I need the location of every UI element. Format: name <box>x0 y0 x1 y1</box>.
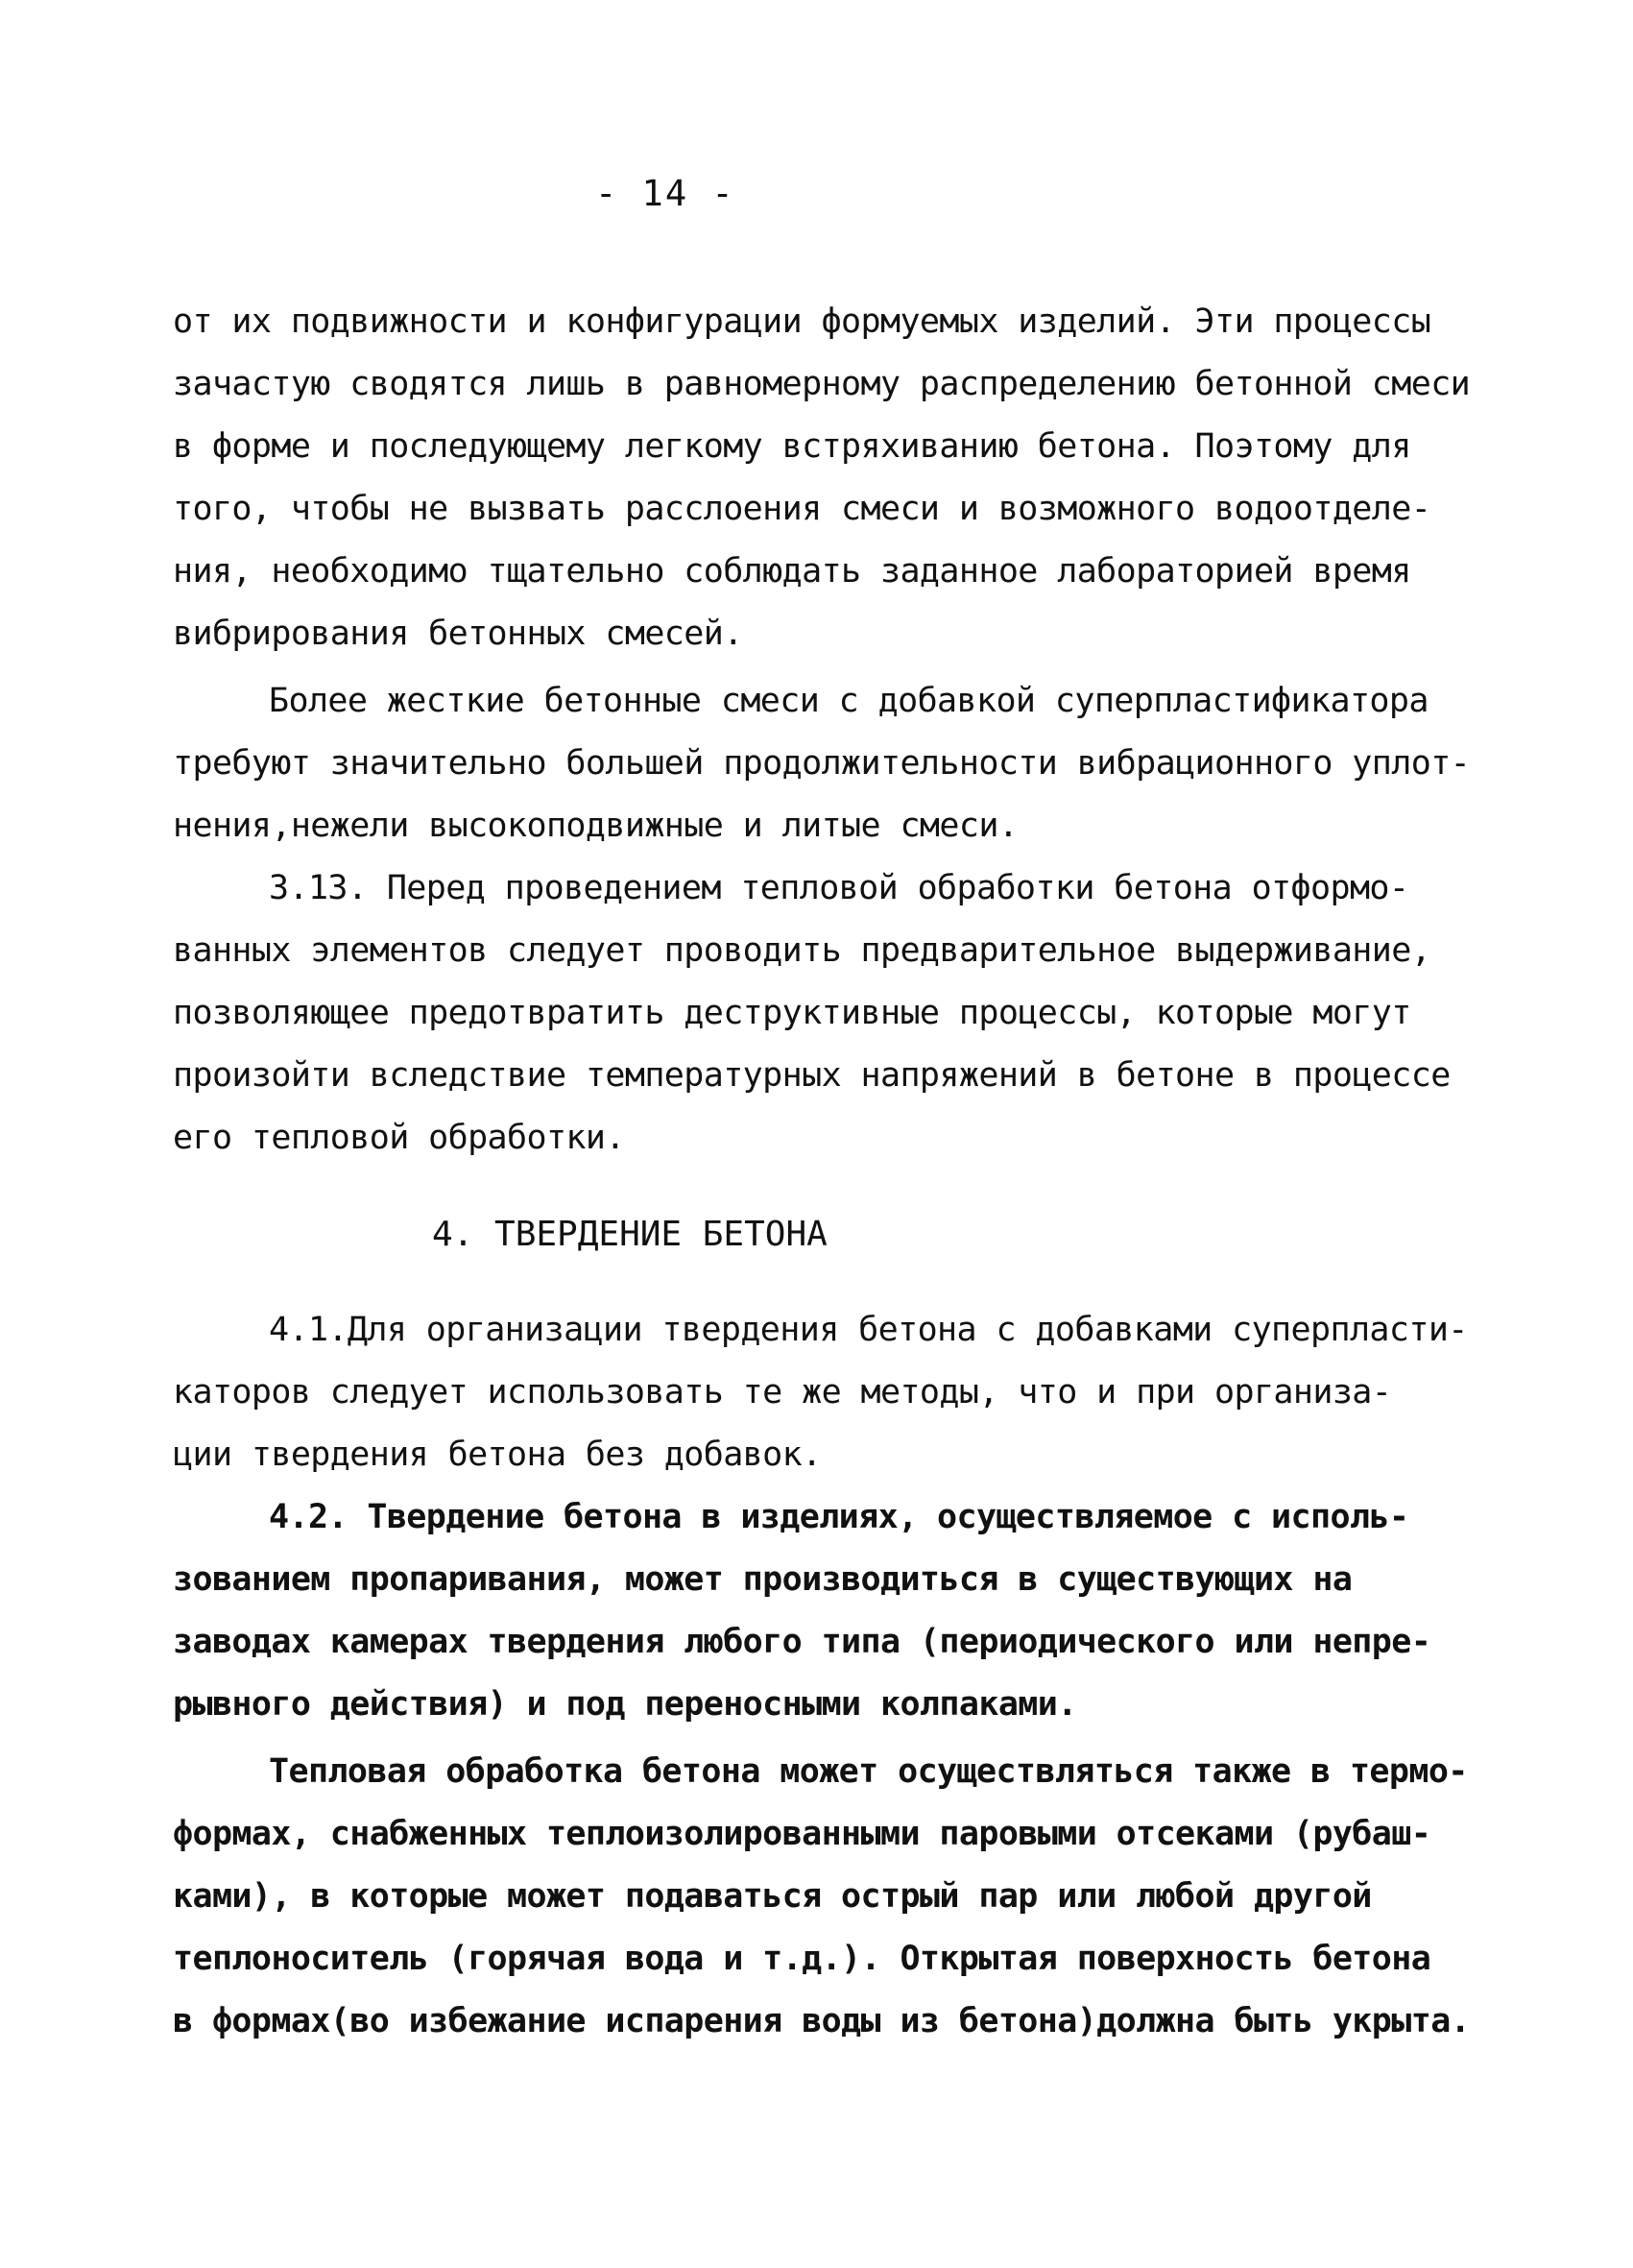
text-line: от их подвижности и конфигурации формуемых изделий. Эти процессы <box>173 302 1431 341</box>
text-line: вибрирования бетонных смесей. <box>173 615 743 653</box>
text-line: Тепловая обработка бетона может осуществляться также в термо- <box>269 1752 1468 1791</box>
text-line: зованием пропаривания, может производиться в существующих на <box>173 1560 1353 1599</box>
text-line: в формах(во избежание испарения воды из бетона)должна быть укрыта. <box>173 2002 1471 2040</box>
text-line: ванных элементов следует проводить предварительное выдерживание, <box>173 931 1431 970</box>
text-line: ции твердения бетона без добавок. <box>173 1436 822 1474</box>
text-line: 3.13. Перед проведением тепловой обработки бетона отформо- <box>269 869 1409 907</box>
text-line: позволяющее предотвратить деструктивные процессы, которые могут <box>173 994 1411 1032</box>
text-line: 4.2. Твердение бетона в изделиях, осуществляемое с исполь- <box>269 1498 1409 1536</box>
text-line: произойти вследствие температурных напряжений в бетоне в процессе <box>173 1056 1451 1095</box>
text-line: заводах камерах твердения любого типа (периодического или непре- <box>173 1623 1431 1661</box>
page-number: - 14 - <box>595 173 735 214</box>
text-line: того, чтобы не вызвать расслоения смеси и возможного водоотделе- <box>173 490 1431 528</box>
text-line: ния, необходимо тщательно соблюдать заданное лабораторией время <box>173 552 1411 591</box>
section-heading: 4. ТВЕРДЕНИЕ БЕТОНА <box>432 1215 828 1254</box>
text-line: в форме и последующему легкому встряхиванию бетона. Поэтому для <box>173 427 1411 466</box>
text-line: Более жесткие бетонные смеси с добавкой суперпластификатора <box>269 682 1429 720</box>
text-line: формах, снабженных теплоизолированными паровыми отсеками (рубаш- <box>173 1815 1431 1853</box>
text-line: теплоноситель (горячая вода и т.д.). Открытая поверхность бетона <box>173 1940 1431 1978</box>
text-line: 4.1.Для организации твердения бетона с добавками суперпласти- <box>269 1311 1468 1349</box>
text-line: нения,нежели высокоподвижные и литые смеси. <box>173 807 1019 845</box>
text-line: каторов следует использовать те же методы, что и при организа- <box>173 1373 1392 1411</box>
text-line: требуют значительно большей продолжительности вибрационного уплот- <box>173 744 1471 783</box>
text-line: зачастую сводятся лишь в равномерному распределению бетонной смеси <box>173 365 1471 403</box>
text-line: его тепловой обработки. <box>173 1119 625 1157</box>
text-line: ками), в которые может подаваться острый пар или любой другой <box>173 1877 1372 1916</box>
text-line: рывного действия) и под переносными колпаками. <box>173 1685 1077 1724</box>
